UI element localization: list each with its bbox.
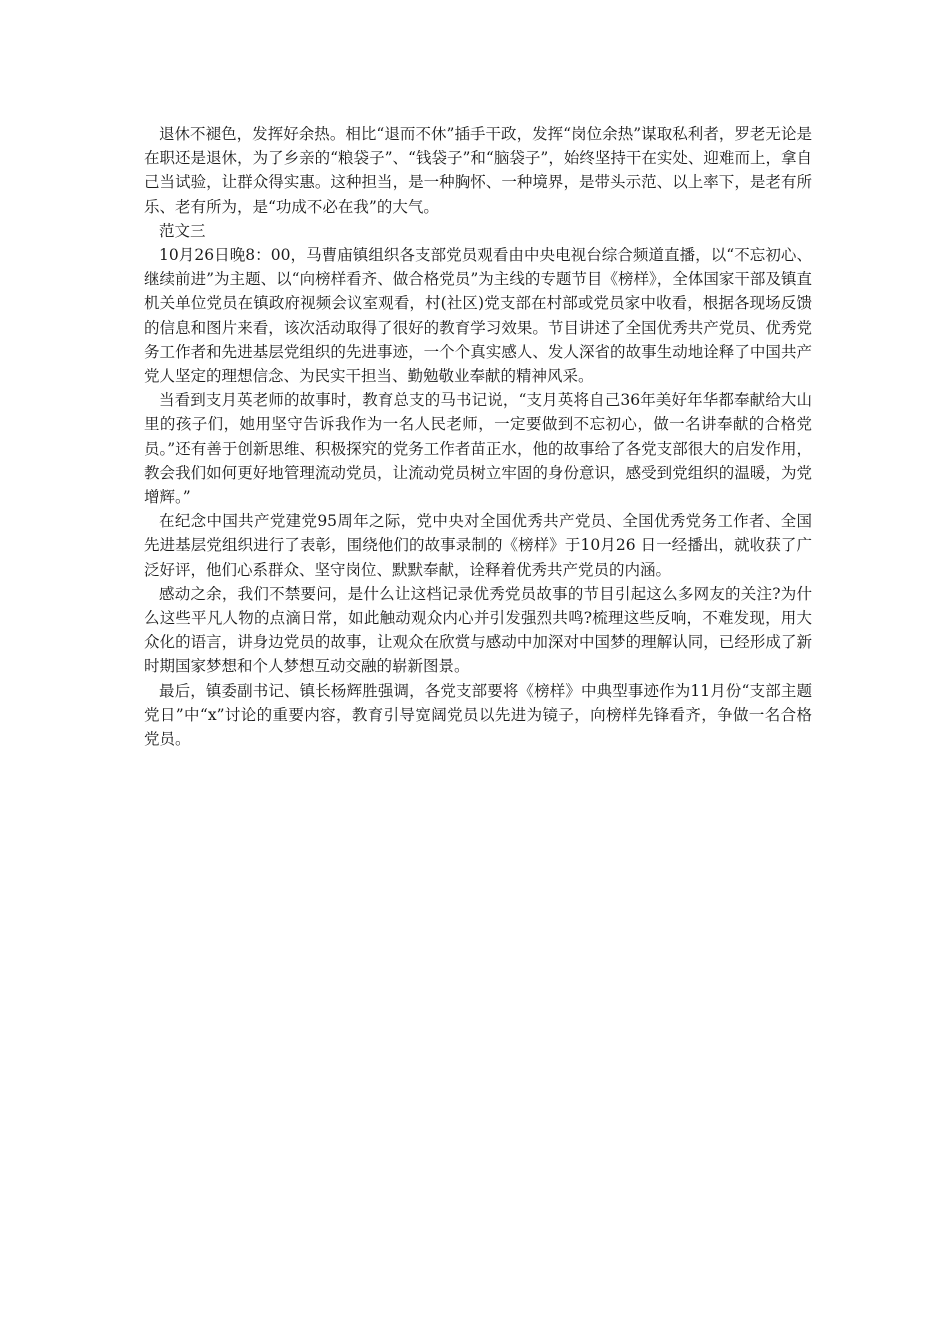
document-body [144, 122, 812, 751]
paragraph-event-intro: 10月26日晚8：00，马曹庙镇组织各支部党员观看由中央电视台综合频道直播，以“不忘初心、继续前进”为主题、以“向榜样看齐、做合格党员”为主线的专题节目《榜样》，全体国家干部及镇直机关单位党员在镇政府视频会议室观看，村(社区)党支部在村部或党员家中收看，根据各现场反馈的信息和图片来看，该次活动取得了很好的教育学习效果。节目讲述了全国优秀共产党员、优秀党务工作者和先进基层党组织的先进事迹，一个个真实感人、发人深省的故事生动地诠释了中国共产党人坚定的理想信念、为民实干担当、勤勉敬业奉献的精神风采。 [144, 246, 812, 386]
paragraph-reflection: 感动之余，我们不禁要问，是什么让这档记录优秀党员故事的节目引起这么多网友的关注?为什么这些平凡人物的点滴日常，如此触动观众内心并引发强烈共鸣?梳理这些反响，不难发现，用大众化的语言，讲身边党员的故事，让观众在欣赏与感动中加深对中国梦的理解认同，已经形成了新时期国家梦想和个人梦想互动交融的崭新图景。 [144, 584, 812, 676]
paragraph-teacher-story: 当看到支月英老师的故事时，教育总支的马书记说，“支月英将自己36年美好年华都奉献给大山里的孩子们，她用坚守告诉我作为一名人民老师，一定要做到不忘初心，做一名讲奉献的合格党员。”还有善于创新思维、积极探究的党务工作者苗正水，他的故事给了各党支部很大的启发作用，教会我们如何更好地管理流动党员，让流动党员树立牢固的身份意识，感受到党组织的温暖，为党增辉。” [144, 391, 812, 507]
paragraph-conclusion: 最后，镇委副书记、镇长杨辉胜强调，各党支部要将《榜样》中典型事迹作为11月份“支部主题党日”中“x”讨论的重要内容，教育引导宽阔党员以先进为镜子，向榜样先锋看齐，争做一名合格党员。 [144, 681, 812, 749]
paragraph-anniversary: 在纪念中国共产党建党95周年之际，党中央对全国优秀共产党员、全国优秀党务工作者、全国先进基层党组织进行了表彰，围绕他们的故事录制的《榜样》于10月26 日一经播出，就收获了广泛好评，他们心系群众、坚守岗位、默默奉献，诠释着优秀共产党员的内涵。 [144, 512, 812, 579]
paragraph-retirement: 退休不褪色，发挥好余热。相比“退而不休”插手干政，发挥“岗位余热”谋取私利者，罗老无论是在职还是退休，为了乡亲的“粮袋子”、“钱袋子”和“脑袋子”，始终坚持干在实处、迎难而上，拿自己当试验，让群众得实惠。这种担当，是一种胸怀、一种境界，是带头示范、以上率下，是老有所乐、老有所为，是“功成不必在我”的大气。 [144, 125, 812, 216]
section-heading-fanwen-san: 范文三 [159, 221, 206, 240]
